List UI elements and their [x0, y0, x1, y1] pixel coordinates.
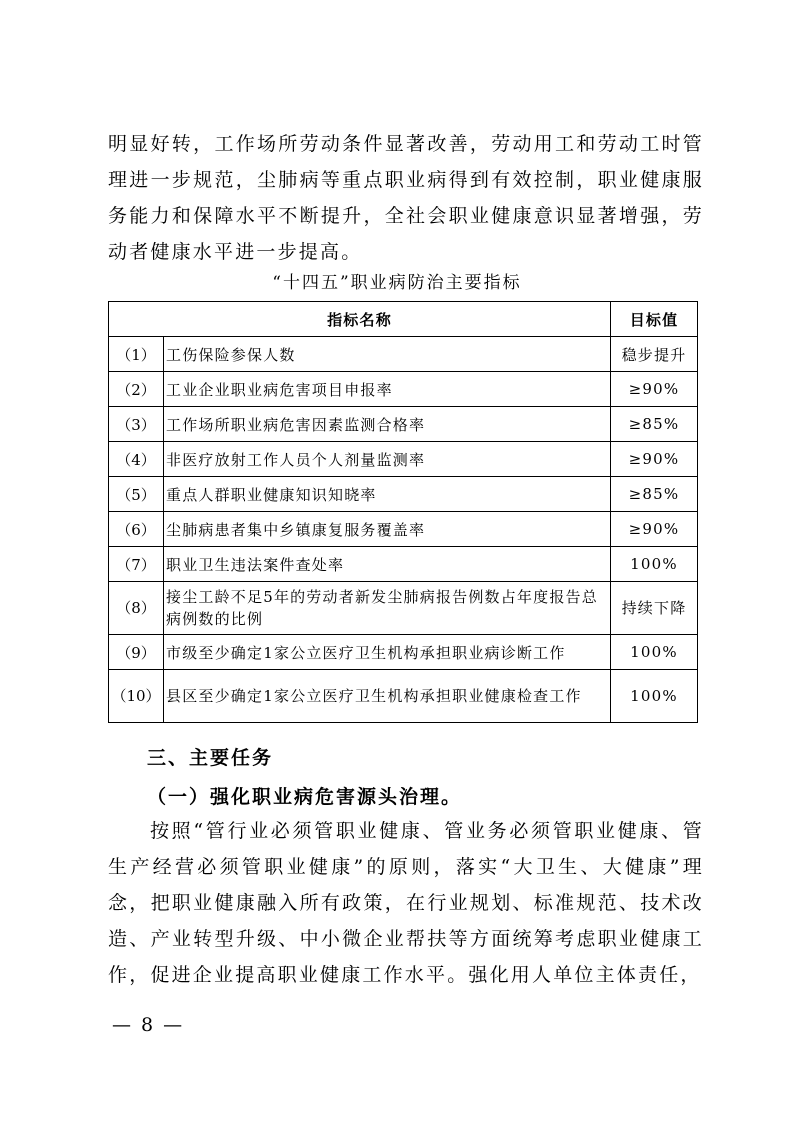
target-value: ≥85%: [611, 407, 698, 442]
table-row: [109, 635, 698, 670]
indicators-table: [108, 301, 698, 723]
table-title: “十四五”职业病防治主要指标: [272, 273, 522, 293]
row-number: （3）: [109, 407, 164, 442]
table-row: [109, 372, 698, 407]
row-number: （6）: [109, 512, 164, 547]
row-number: （2）: [109, 372, 164, 407]
indicator-name: 尘肺病患者集中乡镇康复服务覆盖率: [164, 512, 611, 547]
indicator-name: 重点人群职业健康知识知晓率: [164, 477, 611, 512]
indicator-name: 工伤保险参保人数: [164, 337, 611, 372]
table-row: [109, 337, 698, 372]
target-value: ≥90%: [611, 442, 698, 477]
target-value: 持续下降: [611, 582, 698, 635]
indicator-name: 工作场所职业病危害因素监测合格率: [164, 407, 611, 442]
row-number: （10）: [109, 670, 164, 723]
page-number: — 8 —: [112, 1014, 185, 1036]
indicator-name: 县区至少确定1家公立医疗卫生机构承担职业健康检查工作: [164, 670, 611, 723]
header-indicator-name: 指标名称: [109, 302, 611, 337]
target-value: ≥90%: [611, 372, 698, 407]
target-value: 稳步提升: [611, 337, 698, 372]
target-value: 100%: [611, 547, 698, 582]
row-number: （4）: [109, 442, 164, 477]
table-row: [109, 512, 698, 547]
indicator-name: 接尘工龄不足5年的劳动者新发尘肺病报告例数占年度报告总病例数的比例: [164, 582, 611, 635]
body-paragraph: 按照“管行业必须管职业健康、管业务必须管职业健康、管生产经营必须管职业健康”的原则，落实“大卫生、大健康”理念，把职业健康融入所有政策，在行业规划、标准规范、技术改造、产业转型升级、中小微企业帮扶等方面统筹考虑职业健康工作，促进企业提高职业健康工作水平。强化用人单位主体责任，: [108, 820, 704, 986]
table-row: [109, 547, 698, 582]
intro-paragraph: 明显好转，工作场所劳动条件显著改善，劳动用工和劳动工时管理进一步规范，尘肺病等重点职业病得到有效控制，职业健康服务能力和保障水平不断提升，全社会职业健康意识显著增强，劳动者健康水平进一步提高。: [108, 133, 704, 263]
indicator-name: 职业卫生违法案件查处率: [164, 547, 611, 582]
table-row: [109, 477, 698, 512]
table-row: [109, 442, 698, 477]
indicator-name: 市级至少确定1家公立医疗卫生机构承担职业病诊断工作: [164, 635, 611, 670]
table-row: [109, 582, 698, 635]
row-number: （1）: [109, 337, 164, 372]
table-row: [109, 407, 698, 442]
row-number: （7）: [109, 547, 164, 582]
target-value: ≥85%: [611, 477, 698, 512]
row-number: （8）: [109, 582, 164, 635]
subsection-heading: （一）强化职业病危害源头治理。: [147, 786, 463, 808]
row-number: （9）: [109, 635, 164, 670]
table-header-row: [109, 302, 698, 337]
row-number: （5）: [109, 477, 164, 512]
target-value: 100%: [611, 670, 698, 723]
target-value: 100%: [611, 635, 698, 670]
target-value: ≥90%: [611, 512, 698, 547]
indicator-name: 非医疗放射工作人员个人剂量监测率: [164, 442, 611, 477]
header-target-value: 目标值: [611, 302, 698, 337]
indicator-name: 工业企业职业病危害项目申报率: [164, 372, 611, 407]
section-heading: 三、主要任务: [147, 747, 274, 769]
table-row: [109, 670, 698, 723]
